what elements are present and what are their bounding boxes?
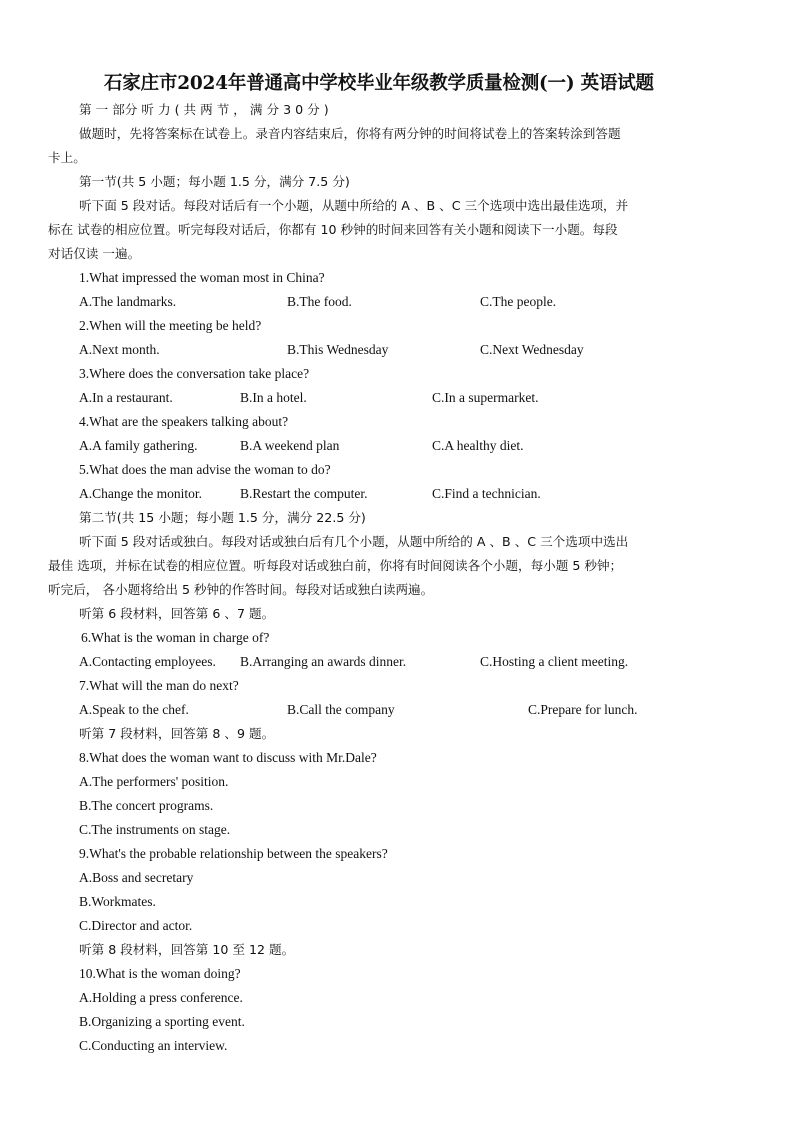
option-2a: A.Next month. xyxy=(79,342,160,357)
option-5c: C.Find a technician. xyxy=(432,486,541,501)
option-10b: B.Organizing a sporting event. xyxy=(79,1014,245,1029)
section1-instruction-line: 听下面 5 段对话。每段对话后有一个小题，从题中所给的 A 、B 、C 三个选项中选出最佳选项，并 xyxy=(79,198,629,213)
section2-instruction-line: 最佳 选项，并标在试卷的相应位置。听每段对话或独白前，你将有时间阅读各个小题，每小题 5 秒钟； xyxy=(48,558,623,573)
option-8c: C.The instruments on stage. xyxy=(79,822,231,837)
option-4a: A.A family gathering. xyxy=(79,438,198,453)
option-6a: A.Contacting employees. xyxy=(79,654,216,669)
group-8-intro: 听第 8 段材料，回答第 10 至 12 题。 xyxy=(79,942,295,957)
option-6c: C.Hosting a client meeting. xyxy=(480,654,629,669)
group-6-intro: 听第 6 段材料，回答第 6 、7 题。 xyxy=(79,606,275,621)
question-1: 1.What impressed the woman most in China? xyxy=(79,270,325,285)
option-5b: B.Restart the computer. xyxy=(240,486,368,501)
section1-instruction-line: 标在 试卷的相应位置。听完每段对话后，你都有 10 秒钟的时间来回答有关小题和阅读下一小题。每段 xyxy=(48,222,618,237)
option-10a: A.Holding a press conference. xyxy=(79,990,243,1005)
option-3c: C.In a supermarket. xyxy=(432,390,539,405)
option-9b: B.Workmates. xyxy=(79,894,156,909)
option-2c: C.Next Wednesday xyxy=(480,342,584,357)
exam-title: 石家庄市2024年普通高中学校毕业年级教学质量检测(一) 英语试题 xyxy=(104,73,654,94)
question-2: 2.When will the meeting be held? xyxy=(79,318,262,333)
question-3: 3.Where does the conversation take place? xyxy=(79,366,310,381)
option-9a: A.Boss and secretary xyxy=(79,870,194,885)
option-1a: A.The landmarks. xyxy=(79,294,177,309)
question-4: 4.What are the speakers talking about? xyxy=(79,414,289,429)
section1-heading: 第一节(共 5 小题；每小题 1.5 分，满分 7.5 分) xyxy=(79,174,350,189)
section2-instruction-line: 听下面 5 段对话或独白。每段对话或独白后有几个小题，从题中所给的 A 、B 、C 三个选项中选出 xyxy=(79,534,629,549)
question-8: 8.What does the woman want to discuss with Mr.Dale? xyxy=(79,750,377,765)
question-6: 6.What is the woman in charge of? xyxy=(81,630,270,645)
part1-instruction-line: 做题时，先将答案标在试卷上。录音内容结束后，你将有两分钟的时间将试卷上的答案转涂到答题 xyxy=(79,126,621,141)
question-5: 5.What does the man advise the woman to do? xyxy=(79,462,331,477)
option-3b: B.In a hotel. xyxy=(240,390,307,405)
option-7a: A.Speak to the chef. xyxy=(79,702,189,717)
option-3a: A.In a restaurant. xyxy=(79,390,173,405)
question-9: 9.What's the probable relationship between the speakers? xyxy=(79,846,388,861)
question-10: 10.What is the woman doing? xyxy=(79,966,241,981)
part1-instruction-line: 卡上。 xyxy=(48,150,86,165)
option-1b: B.The food. xyxy=(287,294,352,309)
option-7c: C.Prepare for lunch. xyxy=(528,702,638,717)
option-2b: B.This Wednesday xyxy=(287,342,389,357)
option-7b: B.Call the company xyxy=(287,702,395,717)
option-9c: C.Director and actor. xyxy=(79,918,193,933)
question-7: 7.What will the man do next? xyxy=(79,678,239,693)
option-10c: C.Conducting an interview. xyxy=(79,1038,228,1053)
part1-heading: 第 一 部分 听 力 ( 共 两 节 ， 满 分 3 0 分 ) xyxy=(79,102,329,117)
section2-heading: 第二节(共 15 小题；每小题 1.5 分，满分 22.5 分) xyxy=(79,510,366,525)
section2-instruction-line: 听完后， 各小题将给出 5 秒钟的作答时间。每段对话或独白读两遍。 xyxy=(48,582,434,597)
option-6b: B.Arranging an awards dinner. xyxy=(240,654,407,669)
group-7-intro: 听第 7 段材料，回答第 8 、9 题。 xyxy=(79,726,275,741)
option-4b: B.A weekend plan xyxy=(240,438,340,453)
option-4c: C.A healthy diet. xyxy=(432,438,524,453)
section1-instruction-line: 对话仅读 一遍。 xyxy=(48,246,141,261)
option-1c: C.The people. xyxy=(480,294,557,309)
option-8a: A.The performers' position. xyxy=(79,774,229,789)
option-5a: A.Change the monitor. xyxy=(79,486,202,501)
option-8b: B.The concert programs. xyxy=(79,798,214,813)
